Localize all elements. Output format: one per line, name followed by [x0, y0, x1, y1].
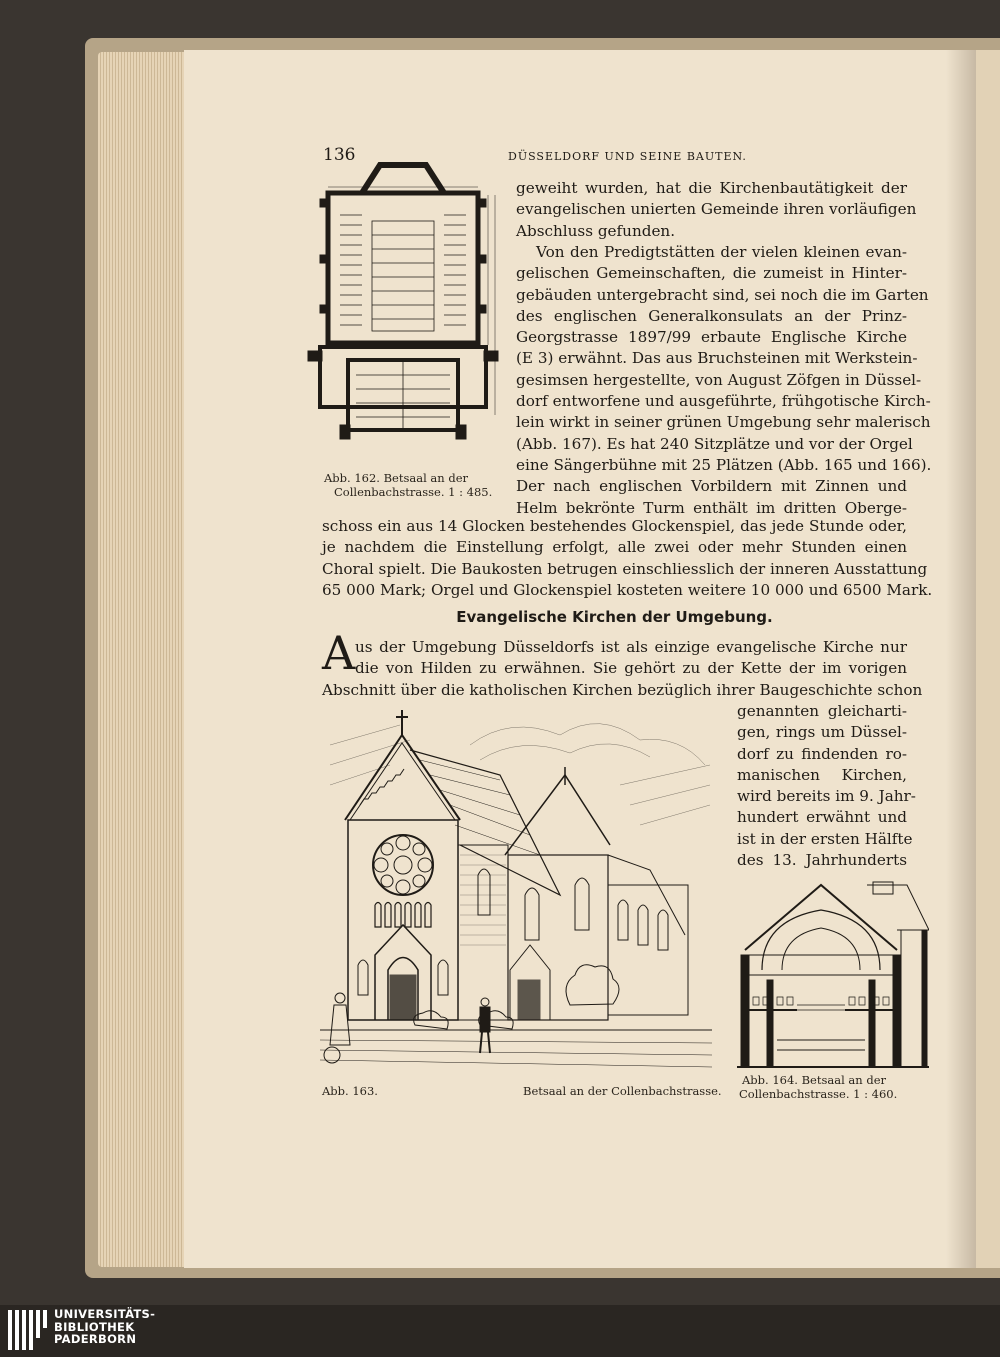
- paragraph-2: [516, 242, 932, 519]
- text-line: Georgstrasse 1897/99 erbaute Englische Kirche: [516, 328, 907, 347]
- page-edges: [98, 52, 186, 1267]
- paragraph-1: [516, 178, 917, 242]
- section-heading: Evangelische Kirchen der Umgebung.: [456, 608, 773, 626]
- text-line: wird bereits im 9. Jahr-: [737, 787, 916, 806]
- library-line: PADERBORN: [54, 1332, 137, 1346]
- caption-fig164: [739, 1073, 898, 1101]
- text-line: dorf zu findenden ro-: [737, 744, 907, 763]
- paragraph-3: [355, 637, 907, 680]
- text-line: manischen Kirchen,: [737, 765, 907, 784]
- text-line: Choral spielt. Die Baukosten betrugen einschliesslich der inneren Ausstattung: [322, 559, 928, 578]
- text-line: 65 000 Mark; Orgel und Glockenspiel kosteten weitere 10 000 und 6500 Mark.: [322, 580, 933, 599]
- paragraph-3-narrow: [737, 701, 916, 871]
- text-line: des 13. Jahrhunderts: [737, 851, 907, 870]
- text-line: Helm bekrönte Turm enthält im dritten Oberge-: [516, 498, 907, 517]
- text-line: dorf entworfene und ausgeführte, frühgotische Kirch-: [516, 392, 931, 411]
- text-line: je nachdem die Einstellung erfolgt, alle zwei oder mehr Stunden einen: [322, 538, 907, 557]
- caption-line: Abb. 162. Betsaal an der: [324, 471, 469, 485]
- library-line: UNIVERSITÄTS-: [54, 1307, 156, 1321]
- caption-line: Collenbachstrasse. 1 : 485.: [334, 485, 493, 499]
- facing-page-edge: [976, 50, 1000, 1268]
- caption-fig163-number: Abb. 163.: [322, 1084, 378, 1098]
- text-line: des englischen Generalkonsulats an der Prinz-: [516, 306, 907, 325]
- text-line: Der nach englischen Vorbildern mit Zinnen und: [516, 477, 907, 496]
- text-line: evangelischen unierten Gemeinde ihren vorläufigen: [516, 200, 917, 219]
- text-line: gesimsen hergestellte, von August Zöfgen in Düssel-: [516, 370, 922, 389]
- library-logo-icon: [6, 1308, 48, 1352]
- text-line: hundert erwähnt und: [737, 808, 907, 827]
- drop-cap: A: [322, 626, 356, 680]
- text-line: Abschnitt über die katholischen Kirchen bezüglich ihrer Baugeschichte schon: [322, 681, 923, 699]
- paragraph-3-line3: [322, 680, 923, 701]
- text-line: gebäuden untergebracht sind, sei noch die im Garten: [516, 285, 929, 304]
- text-line: (Abb. 167). Es hat 240 Sitzplätze und vor der Orgel: [516, 434, 913, 453]
- text-line: eine Sängerbühne mit 25 Plätzen (Abb. 165 und 166).: [516, 455, 932, 474]
- text-line: lein wirkt in seiner grünen Umgebung sehr malerisch: [516, 413, 931, 432]
- text-line: Von den Predigtstätten der vielen kleinen evan-: [536, 243, 907, 261]
- text-line: (E 3) erwähnt. Das aus Bruchsteinen mit Werkstein-: [516, 349, 918, 368]
- text-line: us der Umgebung Düsseldorfs ist als einzige evangelische Kirche nur: [355, 638, 907, 656]
- caption-line: Collenbachstrasse. 1 : 460.: [739, 1087, 898, 1101]
- caption-fig162: [324, 471, 492, 499]
- caption-line: Abb. 164. Betsaal an der: [742, 1073, 887, 1087]
- text-line: genannten gleicharti-: [737, 702, 907, 720]
- cross-section-figure: [737, 880, 929, 1070]
- text-line: gen, rings um Düssel-: [737, 723, 907, 742]
- library-line: BIBLIOTHEK: [54, 1319, 135, 1334]
- caption-fig163-title: Betsaal an der Collenbachstrasse.: [523, 1084, 722, 1098]
- text-line: gelischen Gemeinschaften, die zumeist in Hinter-: [516, 264, 907, 283]
- floor-plan-figure: [300, 155, 505, 450]
- page-number: 136: [323, 145, 356, 165]
- text-line: schoss ein aus 14 Glocken bestehendes Glockenspiel, das jede Stunde oder,: [322, 517, 907, 535]
- library-name: [54, 1308, 155, 1346]
- text-line: geweiht wurden, hat die Kirchenbautätigkeit der: [516, 179, 907, 197]
- text-line: Abschluss gefunden.: [516, 221, 676, 240]
- paragraph-2-continued: [322, 516, 933, 601]
- text-line: die von Hilden zu erwähnen. Sie gehört zu der Kette der im vorigen: [355, 659, 907, 678]
- running-head: DÜSSELDORF UND SEINE BAUTEN.: [508, 150, 747, 163]
- church-illustration: [320, 705, 712, 1070]
- text-line: ist in der ersten Hälfte: [737, 829, 913, 848]
